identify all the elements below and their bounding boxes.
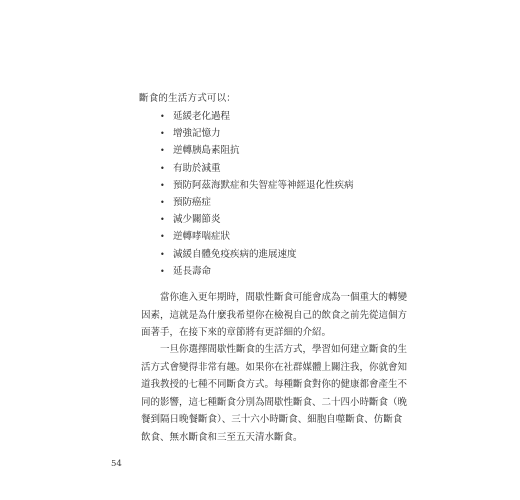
paragraph-line: 同的影響，這七種斷食分別為間歇性斷食、二十四小時斷食（晚 [141,396,408,408]
bullet-icon: • [160,112,165,121]
bullet-icon: • [160,163,165,173]
paragraph-line: 餐到隔日晚餐斷食）、三十六小時斷食、細胞自噬斷食、仿斷食 [141,414,403,425]
paragraph-line: 活方式會變得非常有趣。如果你在社群媒體上關注我，你就會知 [141,361,408,373]
benefit-text: 延長壽命 [173,265,212,277]
paragraph-line: 道我教授的七種不同斷食方式。每種斷食對你的健康都會產生不 [141,379,408,390]
benefit-item [160,211,354,228]
benefit-text: 減緩自體免疫疾病的進展速度 [173,248,297,260]
bullet-icon: • [160,180,165,190]
benefit-item [160,177,354,194]
benefit-item [160,108,354,125]
benefit-text: 逆轉胰島素阻抗 [173,145,240,157]
benefit-item [160,246,354,263]
bullet-icon: • [160,215,165,225]
benefit-item [160,142,354,159]
bullet-icon: • [160,249,165,259]
paragraph-line: 一旦你選擇間歇性斷食的生活方式，學習如何建立斷食的生 [160,344,408,355]
intro-line: 斷食的生活方式可以： [139,93,237,104]
page-number: 54 [111,459,122,469]
bullet-icon: • [160,197,165,207]
benefit-text: 增強記憶力 [173,128,221,140]
benefit-item [160,194,354,211]
paragraph-menopause [141,289,408,342]
benefit-item [160,125,354,142]
paragraph-line: 因素，這就是為什麼我希望你在檢視自己的飲食之前先從這個方 [141,309,408,321]
benefit-item [160,228,354,245]
benefit-text: 減少關節炎 [173,214,221,226]
benefit-text: 延緩老化過程 [173,111,231,122]
paragraph-fasting-types [141,341,408,446]
benefit-text: 逆轉哮喘症狀 [173,231,231,243]
benefit-text: 預防阿茲海默症和失智症等神經退化性疾病 [173,179,354,191]
benefit-item [160,160,354,177]
bullet-icon: • [160,146,165,156]
paragraph-line: 當你進入更年期時，間歇性斷食可能會成為一個重大的轉變 [160,292,408,303]
bullet-icon: • [160,232,165,242]
benefits-list [160,108,354,280]
paragraph-line: 面著手，在接下來的章節將有更詳細的介紹。 [141,327,332,338]
benefit-text: 有助於減重 [173,162,221,174]
bullet-icon: • [160,129,165,139]
paragraph-line: 飲食、無水斷食和三至五天清水斷食。 [141,431,303,443]
benefit-item [160,263,354,280]
bullet-icon: • [160,266,165,276]
benefit-text: 預防癌症 [173,196,212,208]
